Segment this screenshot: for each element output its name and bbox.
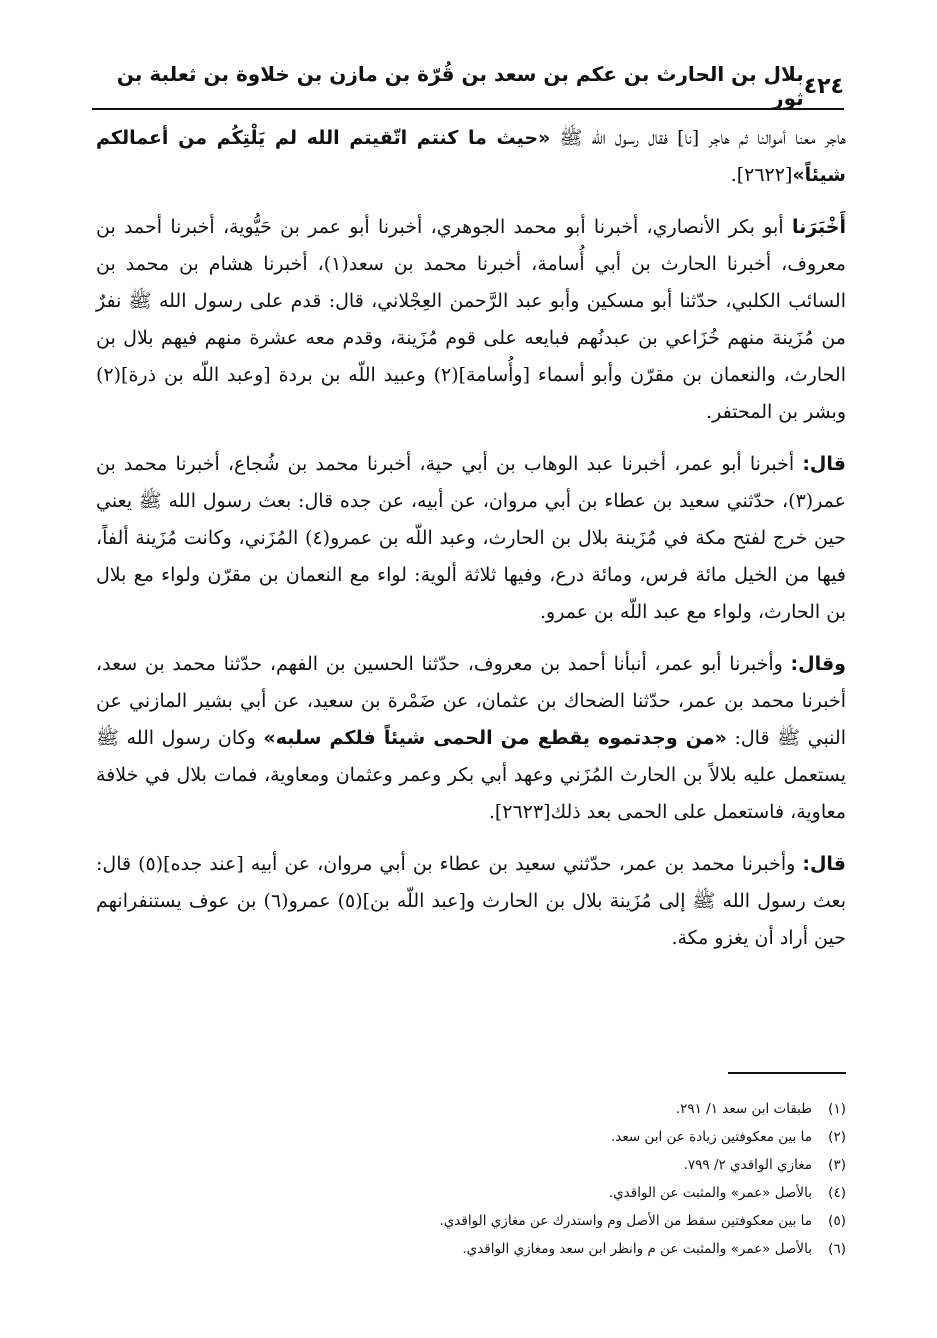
footnote-number: (٦) bbox=[828, 1241, 846, 1257]
hadith-quote-1: «حيث ما كنتم اتّقيتم الله لم يَلْتِكُم من أعمالكم شيئاً» bbox=[96, 127, 846, 186]
footnote-number: (١) bbox=[828, 1101, 846, 1117]
footnote-text: مغازي الواقدي ٢/ ٧٩٩. bbox=[683, 1157, 812, 1173]
footnote-text: ما بين معكوفتين زيادة عن ابن سعد. bbox=[610, 1129, 812, 1145]
paragraph-5-text: وأخبرنا محمد بن عمر، حدّثني سعيد بن عطاء بن أبي مروان، عن أبيه [عند جده](٥) قال: بعث رسول الله ﷺ إلى مُزَينة بلال بن الحارث و[عبد اللّه بن](٥) عمرو(٦) بن عوف يستنفرانهم حين أراد أن يغزو مكة. bbox=[96, 853, 846, 949]
header-rule bbox=[92, 108, 844, 110]
footnote-number: (٣) bbox=[828, 1157, 846, 1173]
footnote-rule bbox=[728, 1072, 846, 1074]
footnote-item bbox=[200, 1095, 846, 1123]
footnote-text: بالأصل «عمر» والمثبت عن م وانظر ابن سعد ومغازي الواقدي. bbox=[462, 1241, 812, 1257]
paragraph-2-lead: أَخْبَرَنا bbox=[791, 216, 846, 238]
paragraph-4-text-a: وأخبرنا أبو عمر، أنبأنا أحمد بن معروف، حدّثنا الحسين بن الفهم، حدّثنا محمد بن سعد، أخبرنا محمد بن عمر، حدّثنا الضحاك بن عثمان، عن ضَمْرة بن سعيد، عن أبي بشير المازني عن النبي ﷺ قال: bbox=[96, 653, 846, 749]
paragraph-4 bbox=[96, 646, 846, 831]
footnote-number: (٥) bbox=[828, 1213, 846, 1229]
footnotes bbox=[200, 1095, 846, 1263]
footnote-text: طبقات ابن سعد ١/ ٢٩١. bbox=[675, 1101, 812, 1117]
paragraph-3 bbox=[96, 446, 846, 631]
paragraph-5 bbox=[96, 846, 846, 957]
paragraph-4-lead: وقال: bbox=[790, 653, 846, 675]
footnote-item bbox=[200, 1123, 846, 1151]
footnote-text: ما بين معكوفتين سقط من الأصل وم واستدرك عن مغازي الواقدي. bbox=[439, 1213, 812, 1229]
footnote-number: (٤) bbox=[828, 1185, 846, 1201]
footnote-item bbox=[200, 1235, 846, 1263]
page-header bbox=[92, 64, 844, 108]
paragraph-1-text-a: هاجر معنا أموالنا ثم هاجر [نا] فقال رسول الله ﷺ bbox=[550, 127, 846, 149]
paragraph-3-lead: قال: bbox=[802, 453, 846, 475]
running-title: بلال بن الحارث بن عكم بن سعد بن قُرّة بن مازن بن خلاوة بن ثعلبة بن ثور bbox=[116, 62, 804, 110]
main-text bbox=[96, 120, 846, 972]
footnote-text: بالأصل «عمر» والمثبت عن الواقدي. bbox=[608, 1185, 812, 1201]
paragraph-1 bbox=[96, 120, 846, 194]
paragraph-1-text-b: [٢٦٢٢]. bbox=[730, 164, 793, 186]
footnote-number: (٢) bbox=[828, 1129, 846, 1145]
paragraph-5-lead: قال: bbox=[802, 853, 847, 875]
footnote-item bbox=[200, 1207, 846, 1235]
paragraph-2 bbox=[96, 209, 846, 431]
page-number: ٤٢٤ bbox=[803, 73, 844, 99]
paragraph-4-text-b: وكان رسول الله ﷺ يستعمل عليه بلالاً بن الحارث المُزَني وعهد أبي بكر وعمر وعثمان ومعاوية، فمات بلال في خلافة معاوية، فاستعمل على الحمى بعد ذلك[٢٦٢٣]. bbox=[96, 727, 846, 823]
footnote-item bbox=[200, 1179, 846, 1207]
footnote-item bbox=[200, 1151, 846, 1179]
paragraph-3-text: أخبرنا أبو عمر، أخبرنا عبد الوهاب بن أبي حية، أخبرنا محمد بن شُجاع، أخبرنا محمد بن عمر(٣)، حدّثني سعيد بن عطاء بن أبي مروان، عن أبيه، عن جده قال: بعث رسول الله ﷺ يعني حين خرج لفتح مكة في مُزَينة بلال بن الحارث، وعبد اللّه بن عمرو(٤) المُزَني، وكانت مُزَينة ألفاً، فيها من الخيل مائة فرس، ومائة درع، وفيها ثلاثة ألوية: لواء مع النعمان بن مقرّن ولواء مع بلال بن الحارث، ولواء مع عبد اللّه بن عمرو. bbox=[96, 453, 846, 623]
hadith-quote-2: «من وجدتموه يقطع من الحمى شيئاً فلكم سلبه» bbox=[263, 727, 727, 749]
paragraph-2-text: أبو بكر الأنصاري، أخبرنا أبو محمد الجوهري، أخبرنا أبو عمر بن حَيُّوية، أخبرنا أحمد بن معروف، أخبرنا الحارث بن أبي أُسامة، أخبرنا محمد بن سعد(١)، أخبرنا هشام بن محمد بن السائب الكلبي، حدّثنا أبو مسكين وأبو عبد الرَّحمن العِجْلاني، قال: قدم على رسول الله ﷺ نفرٌ من مُزَينة منهم خُزَاعي بن عبدنُهم فبايعه على قوم مُزَينة، وقدم معه عشرة منهم فيهم بلال بن الحارث، والنعمان بن مقرّن وأبو أسماء [وأُسامة](٢) وعبيد اللّه بن بردة [وعبد اللّه بن ذرة](٢) وبشر بن المحتفر. bbox=[96, 216, 846, 423]
